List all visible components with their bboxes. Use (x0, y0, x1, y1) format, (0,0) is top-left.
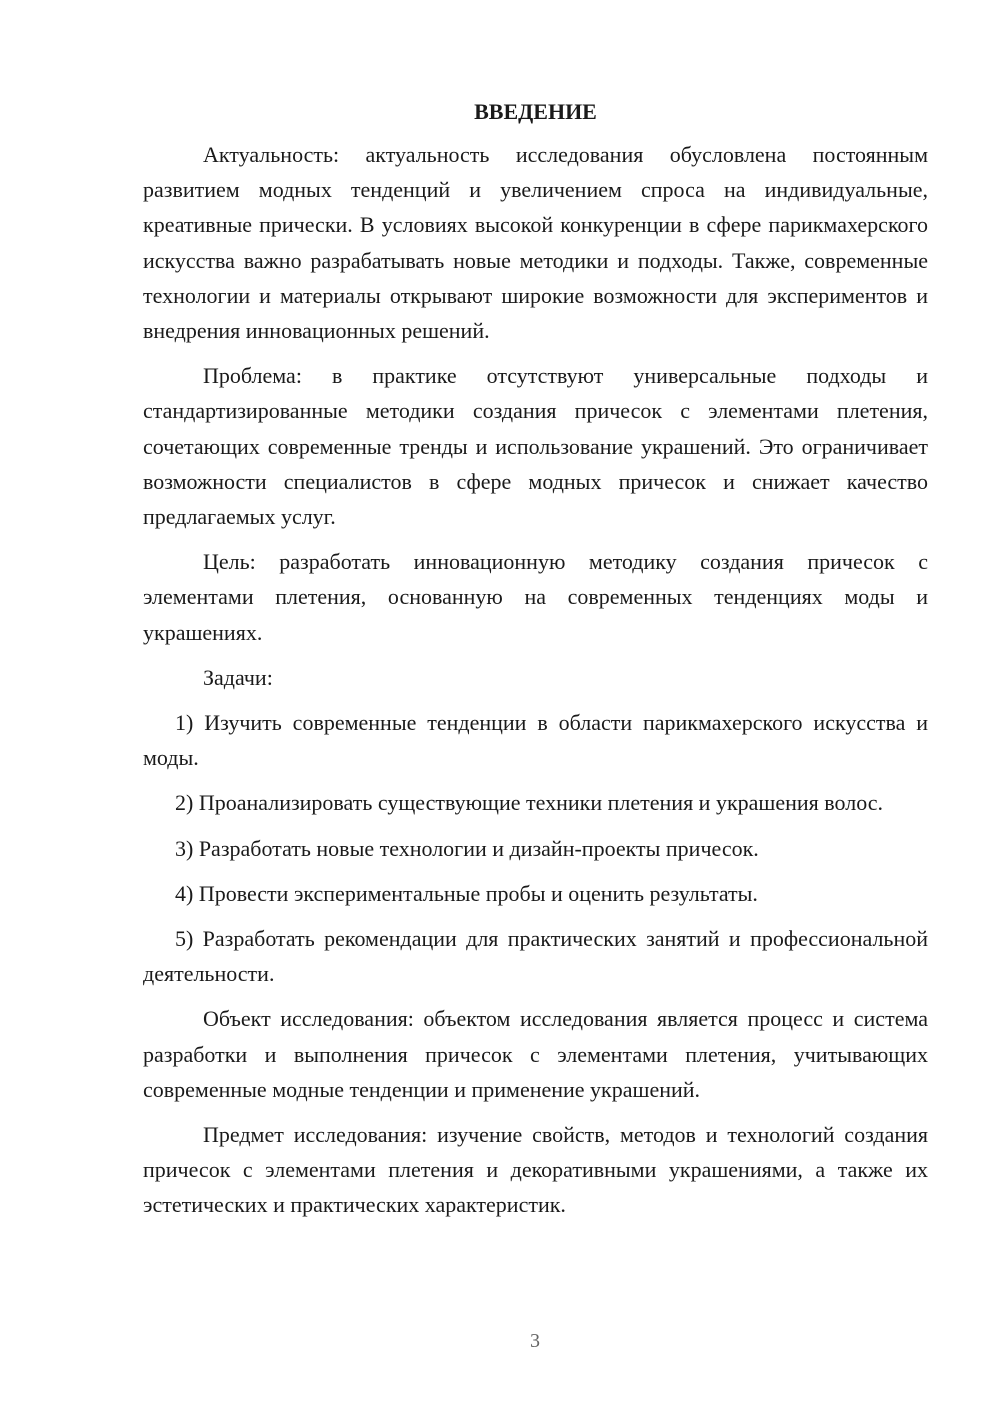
task-item-1: 1) Изучить современные тенденции в области парикмахерского искусства и моды. (143, 710, 928, 771)
task-item-5: 5) Разработать рекомендации для практических занятий и профессиональной деятельности. (143, 926, 928, 987)
task-item-3: 3) Разработать новые технологии и дизайн-проекты причесок. (175, 835, 759, 861)
page-number: 3 (530, 1330, 540, 1352)
problem-paragraph: Проблема: в практике отсутствуют универсальные подходы и стандартизированные методики создания причесок с элементами плетения, сочетающих современные тренды и использование украшений. Это ограничивает возможности специалистов в сфере модных причесок и снижает качество предлагаемых услуг. (143, 363, 928, 530)
task-item-2: 2) Проанализировать существующие техники плетения и украшения волос. (175, 790, 884, 816)
tasks-label: Задачи: (203, 664, 273, 690)
subject-paragraph: Предмет исследования: изучение свойств, методов и технологий создания причесок с элементами плетения и декоративными украшениями, а также их эстетических и практических характеристик. (143, 1122, 928, 1218)
relevance-paragraph: Актуальность: актуальность исследования обусловлена постоянным развитием модных тенденций и увеличением спроса на индивидуальные, креативные прически. В условиях высокой конкуренции в сфере парикмахерского искусства важно разрабатывать новые методики и подходы. Также, современные технологии и материалы открывают широкие возможности для экспериментов и внедрения инновационных решений. (143, 142, 928, 344)
goal-paragraph: Цель: разработать инновационную методику создания причесок с элементами плетения, основанную на современных тенденциях моды и украшениях. (143, 549, 928, 645)
object-paragraph: Объект исследования: объектом исследования является процесс и система разработки и выполнения причесок с элементами плетения, учитывающих современные модные тенденции и применение украшений. (143, 1006, 928, 1102)
section-title: ВВЕДЕНИЕ (474, 99, 597, 124)
document-body (143, 94, 928, 1233)
task-item-4: 4) Провести экспериментальные пробы и оценить результаты. (175, 880, 758, 906)
